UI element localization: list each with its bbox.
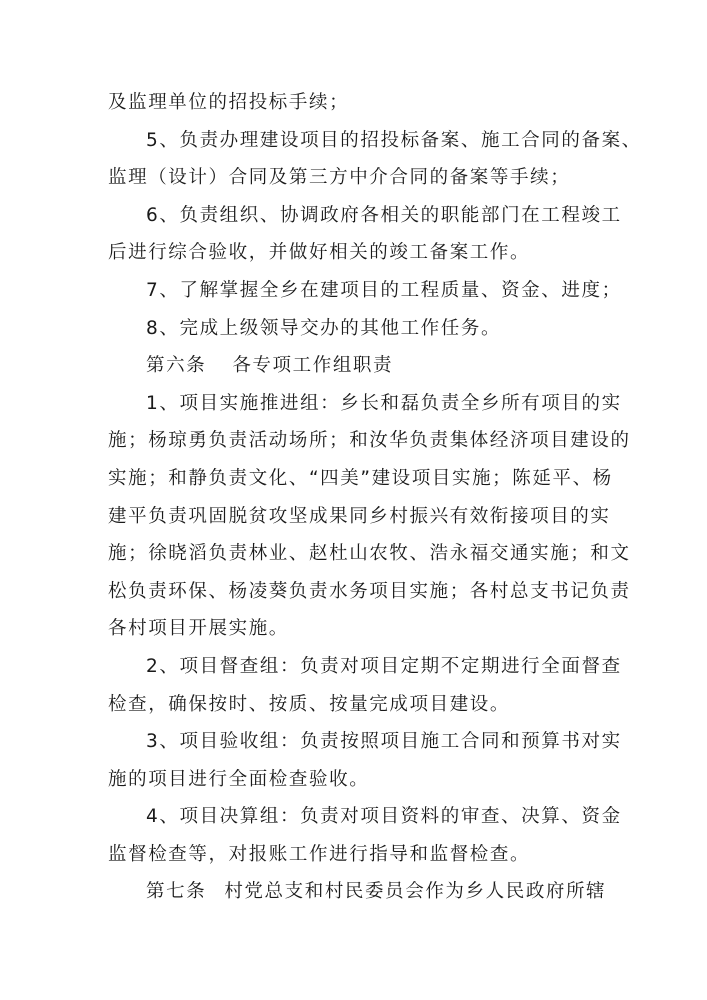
text-line: 4、项目决算组：负责对项目资料的审查、决算、资金 bbox=[146, 806, 622, 828]
text-line: 2、项目督查组：负责对项目定期不定期进行全面督查 bbox=[146, 655, 622, 677]
text-line: 3、项目验收组：负责按照项目施工合同和预算书对实 bbox=[146, 731, 622, 753]
text-line: 检查，确保按时、按质、按量完成项目建设。 bbox=[108, 693, 511, 715]
text-line: 及监理单位的招投标手续； bbox=[108, 92, 350, 113]
text-line: 实施；和静负责文化、“四美”建设项目实施；陈延平、杨 bbox=[108, 467, 613, 489]
text-line: 1、项目实施推进组：乡长和磊负责全乡所有项目的实 bbox=[146, 392, 622, 414]
text-line: 6、负责组织、协调政府各相关的职能部门在工程竣工 bbox=[146, 204, 622, 226]
text-line: 7、了解掌握全乡在建项目的工程质量、资金、进度； bbox=[146, 279, 622, 301]
text-line: 监理（设计）合同及第三方中介合同的备案等手续； bbox=[108, 167, 571, 189]
text-line: 施的项目进行全面检查验收。 bbox=[108, 768, 370, 790]
text-line: 8、完成上级领导交办的其他工作任务。 bbox=[146, 317, 502, 339]
text-line: 施；徐晓滔负责林业、赵杜山农牧、浩永福交通实施；和文 bbox=[108, 543, 631, 565]
article-title: 各专项工作组职责 bbox=[232, 355, 394, 377]
text-line: 后进行综合验收，并做好相关的竣工备案工作。 bbox=[108, 242, 531, 264]
text-line: 各村项目开展实施。 bbox=[108, 618, 289, 640]
text-line: 松负责环保、杨凌葵负责水务项目实施；各村总支书记负责 bbox=[108, 580, 631, 602]
article-text: 村党总支和村民委员会作为乡人民政府所辖 bbox=[224, 881, 607, 903]
article-label: 第六条 bbox=[146, 355, 207, 377]
article-heading bbox=[108, 347, 608, 385]
text-line: 建平负责巩固脱贫攻坚成果同乡村振兴有效衔接项目的实 bbox=[108, 505, 611, 527]
document-body bbox=[108, 84, 642, 911]
article-heading bbox=[108, 873, 608, 911]
article-label: 第七条 bbox=[146, 881, 207, 903]
text-line: 5、负责办理建设项目的招投标备案、施工合同的备案、 bbox=[146, 129, 642, 151]
text-line: 施；杨琼勇负责活动场所；和汝华负责集体经济项目建设的 bbox=[108, 430, 631, 452]
text-line: 监督检查等，对报账工作进行指导和监督检查。 bbox=[108, 843, 531, 865]
